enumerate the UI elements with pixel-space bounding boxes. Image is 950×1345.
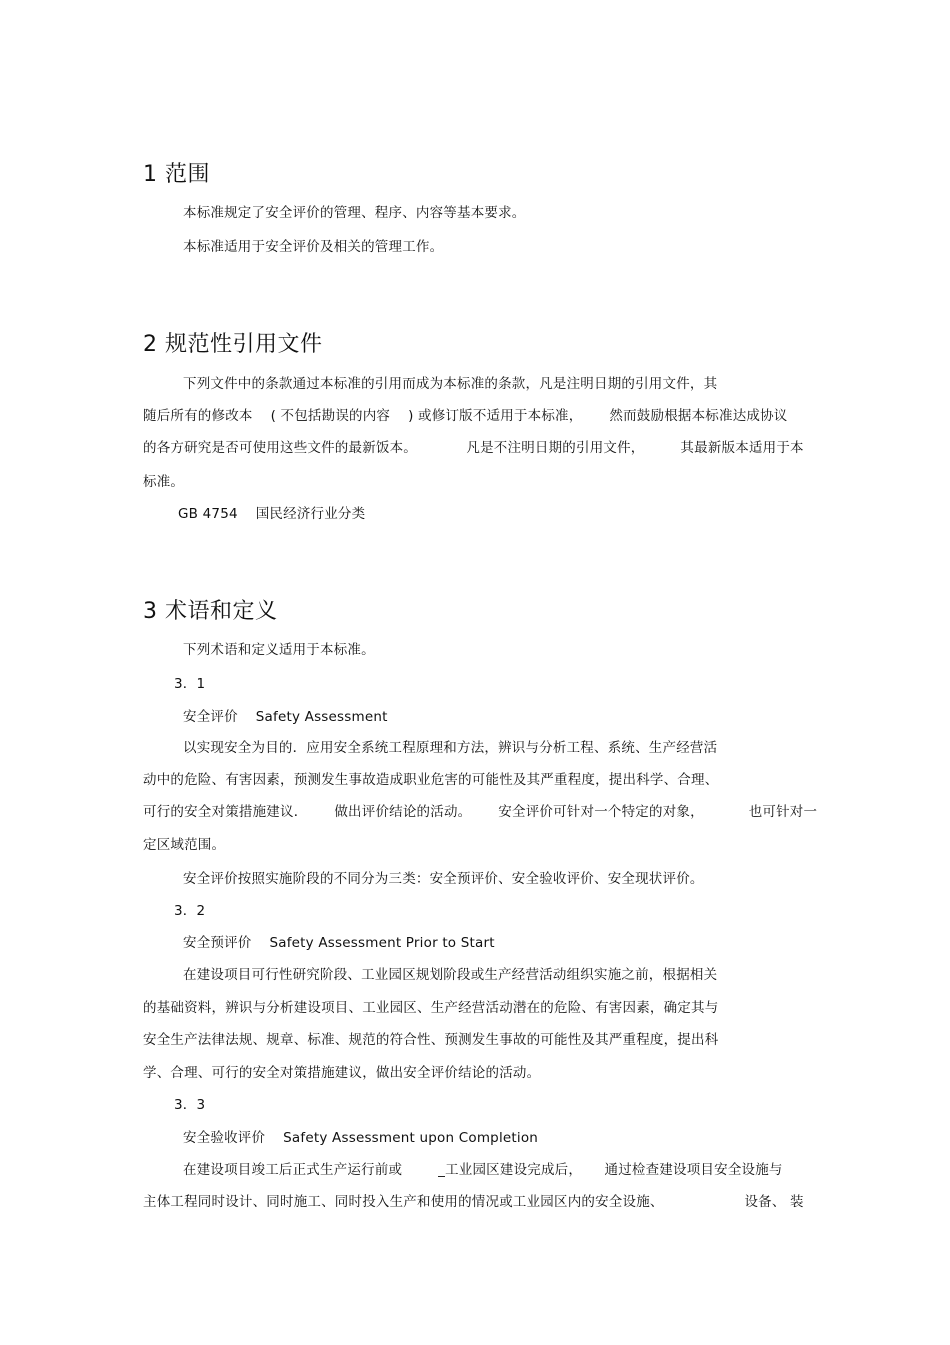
term-3-2-line: 的基础资料，辨识与分析建设项目、工业园区、生产经营活动潜在的危险、有害因素，确定其与 [143, 1000, 719, 1016]
term-3-2-line: 在建设项目可行性研究阶段、工业园区规划阶段或生产经营活动组织实施之前，根据相关 [183, 967, 718, 983]
section-1-paragraph-1: 本标准规定了安全评价的管理、程序、内容等基本要求。 [183, 205, 526, 221]
section-1-paragraph-2: 本标准适用于安全评价及相关的管理工作。 [183, 239, 444, 255]
term-3-2-line: 学、合理、可行的安全对策措施建议，做出安全评价结论的活动。 [143, 1065, 541, 1081]
term-3-3-number: 3．3 [174, 1097, 206, 1113]
normative-reference: GB 4754 国民经济行业分类 [178, 506, 366, 522]
term-3-3-title: 安全验收评价 Safety Assessment upon Completion [183, 1130, 539, 1146]
term-3-2-title: 安全预评价 Safety Assessment Prior to Start [183, 935, 495, 951]
section-1-heading: 1 范围 [143, 162, 210, 187]
section-2-line: 的各方研究是否可使用这些文件的最新饭本。 凡是不注明日期的引用文件， 其最新版本适用于本 [143, 440, 804, 456]
term-3-1-classification: 安全评价按照实施阶段的不同分为三类：安全预评价、安全验收评价、安全现状评价。 [183, 871, 704, 887]
term-3-1-line: 动中的危险、有害因素，预测发生事故造成职业危害的可能性及其严重程度，提出科学、合理、 [143, 772, 719, 788]
term-3-1-line: 以实现安全为目的．应用安全系统工程原理和方法，辨识与分析工程、系统、生产经营活 [183, 740, 718, 756]
term-3-1-line: 定区域范围。 [143, 837, 226, 853]
section-2-line: 标准。 [143, 474, 185, 490]
term-3-2-number: 3．2 [174, 903, 206, 919]
section-2-line: 随后所有的修改本 ( 不包括勘误的内容 ) 或修订版不适用于本标准， 然而鼓励根据本标准达成协议 [143, 408, 788, 424]
section-3-intro: 下列术语和定义适用于本标准。 [183, 642, 375, 658]
term-3-2-line: 安全生产法律法规、规章、标准、规范的符合性、预测发生事故的可能性及其严重程度，提出科 [143, 1032, 719, 1048]
term-3-3-line: 在建设项目竣工后正式生产运行前或 _工业园区建设完成后， 通过检查建设项目安全设施与 [183, 1162, 783, 1178]
section-3-heading: 3 术语和定义 [143, 599, 278, 624]
term-3-1-line: 可行的安全对策措施建议． 做出评价结论的活动。 安全评价可针对一个特定的对象， 也可针对一 [143, 804, 818, 820]
term-3-3-line: 主体工程同时设计、同时施工、同时投入生产和使用的情况或工业园区内的安全设施、 设备、 装 [143, 1194, 804, 1210]
term-3-1-number: 3．1 [174, 676, 206, 692]
section-2-line: 下列文件中的条款通过本标准的引用而成为本标准的条款，凡是注明日期的引用文件，其 [183, 376, 718, 392]
term-3-1-title: 安全评价 Safety Assessment [183, 709, 388, 725]
section-2-heading: 2 规范性引用文件 [143, 332, 323, 357]
